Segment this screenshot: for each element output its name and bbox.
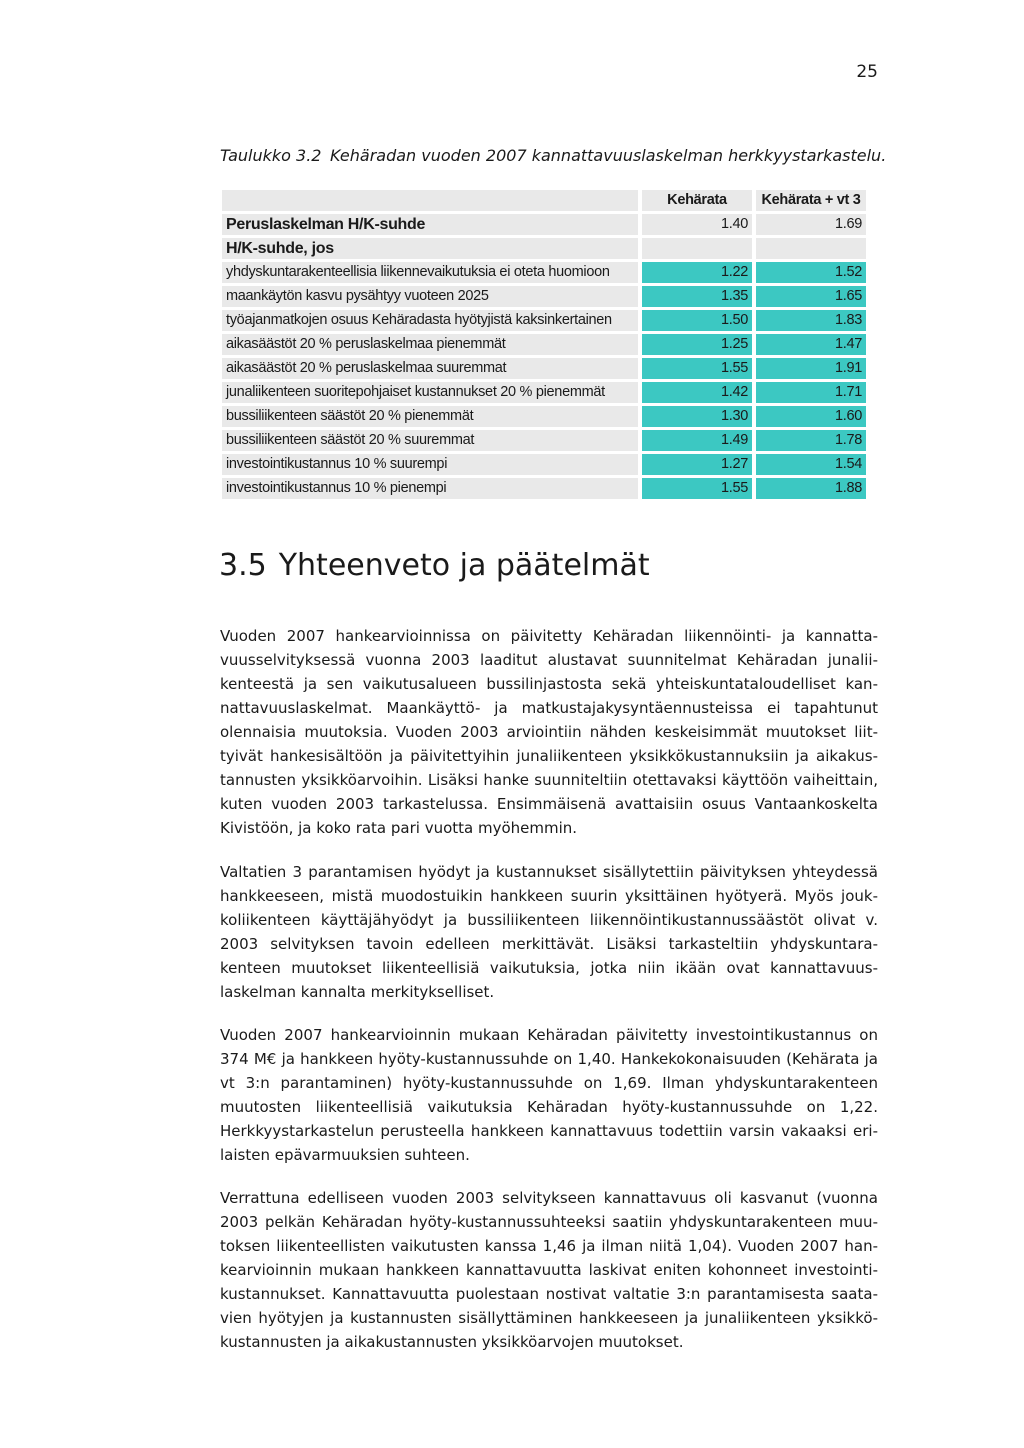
row-label: maankäytön kasvu pysähtyy vuoteen 2025 <box>222 286 638 307</box>
table-row <box>222 286 866 307</box>
row-label: bussiliikenteen säästöt 20 % pienemmät <box>222 406 638 427</box>
row-label: bussiliikenteen säästöt 20 % suuremmat <box>222 430 638 451</box>
column-header-keharata-vt3: Kehärata + vt 3 <box>756 190 866 211</box>
row-value-keharata-vt3: 1.47 <box>756 334 866 355</box>
table-row <box>222 406 866 427</box>
group-row <box>222 238 866 259</box>
row-value-keharata-vt3: 1.91 <box>756 358 866 379</box>
sensitivity-table <box>218 187 870 502</box>
row-label: yhdyskuntarakenteellisia liikennevaikutuksia ei oteta huomioon <box>222 262 638 283</box>
row-value-keharata: 1.27 <box>642 454 752 475</box>
base-row-label: Peruslaskelman H/K-suhde <box>222 214 638 235</box>
row-value-keharata: 1.22 <box>642 262 752 283</box>
table-row <box>222 430 866 451</box>
group-row-empty-1 <box>642 238 752 259</box>
section-number: 3.5 <box>219 548 267 583</box>
base-row <box>222 214 866 235</box>
table-row <box>222 382 866 403</box>
row-label: aikasäästöt 20 % peruslaskelmaa pienemmät <box>222 334 638 355</box>
table-row <box>222 310 866 331</box>
row-label: investointikustannus 10 % suurempi <box>222 454 638 475</box>
row-value-keharata: 1.49 <box>642 430 752 451</box>
row-label: junaliikenteen suoritepohjaiset kustannukset 20 % pienemmät <box>222 382 638 403</box>
row-value-keharata: 1.30 <box>642 406 752 427</box>
table-row <box>222 262 866 283</box>
section-title: Yhteenveto ja päätelmät <box>278 548 650 583</box>
row-value-keharata-vt3: 1.78 <box>756 430 866 451</box>
row-value-keharata: 1.42 <box>642 382 752 403</box>
section-heading <box>219 548 650 583</box>
table-row <box>222 334 866 355</box>
base-row-value-keharata: 1.40 <box>642 214 752 235</box>
table-caption-label: Taulukko 3.2 <box>220 146 322 165</box>
row-value-keharata: 1.25 <box>642 334 752 355</box>
paragraph-1: Vuoden 2007 hankearvioinnissa on päivitetty Kehäradan liikennöinti- ja kannattavuusselvityksessä vuonna 2003 laaditut alustavat suunnitelmat Kehäradan junaliikenteestä ja sen vaikutusalueen bussilinjastosta sekä yhteiskuntataloudelliset kannattavuuslaskelmat. Maankäyttö- ja matkustajakysyntäennusteissa ei tapahtunut olennaisia muutoksia. Vuoden 2003 arviointiin nähden keskeisimmät muutokset liittyivät hankesisältöön ja päivitettyihin junaliikenteen yksikkökustannuksiin ja aikakustannusten yksikköarvoihin. Lisäksi hanke suunniteltiin otettavaksi käyttöön vaiheittain, kuten vuoden 2003 tarkastelussa. Ensimmäisenä avattaisiin osuus Vantaankoskelta Kivistöön, ja koko rata pari vuotta myöhemmin. <box>220 627 878 837</box>
row-label: aikasäästöt 20 % peruslaskelmaa suuremmat <box>222 358 638 379</box>
row-value-keharata-vt3: 1.83 <box>756 310 866 331</box>
row-value-keharata-vt3: 1.71 <box>756 382 866 403</box>
row-value-keharata-vt3: 1.88 <box>756 478 866 499</box>
table-row <box>222 454 866 475</box>
paragraph-2: Valtatien 3 parantamisen hyödyt ja kustannukset sisällytettiin päivityksen yhteydessä hankkeeseen, mistä muodostuikin hankkeen suurin yksittäinen hyötyerä. Myös joukkoliikenteen käyttäjähyödyt ja bussiliikenteen liikennöintikustannussäästöt olivat v. 2003 selvityksen tavoin edelleen merkittävät. Lisäksi tarkasteltiin yhdyskuntarakenteen muutokset liikenteellisiä vaikutuksia, jotka niin ikään ovat kannattavuuslaskelman kannalta merkitykselliset. <box>220 863 878 1001</box>
row-label: työajanmatkojen osuus Kehäradasta hyötyjistä kaksinkertainen <box>222 310 638 331</box>
base-row-value-keharata-vt3: 1.69 <box>756 214 866 235</box>
row-label: investointikustannus 10 % pienempi <box>222 478 638 499</box>
row-value-keharata: 1.35 <box>642 286 752 307</box>
row-value-keharata-vt3: 1.52 <box>756 262 866 283</box>
table-header-row <box>222 190 866 211</box>
group-row-label: H/K-suhde, jos <box>222 238 638 259</box>
paragraph-3: Vuoden 2007 hankearvioinnin mukaan Kehäradan päivitetty investointikustannus on 374 M€ ja hankkeen hyöty-kustannussuhde on 1,40. Hankekokonaisuuden (Kehärata ja vt 3:n parantaminen) hyöty-kustannussuhde on 1,69. Ilman yhdyskuntarakenteen muutosten liikenteellisiä vaikutuksia Kehäradan hyöty-kustannussuhde on 1,22. Herkkyystarkastelun perusteella hankkeen kannattavuus todettiin varsin vakaaksi erilaisten epävarmuuksien suhteen. <box>220 1026 878 1164</box>
table-row <box>222 478 866 499</box>
row-value-keharata-vt3: 1.60 <box>756 406 866 427</box>
table-header-empty <box>222 190 638 211</box>
table-caption-text: Kehäradan vuoden 2007 kannattavuuslaskelman herkkyystarkastelu. <box>330 146 887 165</box>
column-header-keharata: Kehärata <box>642 190 752 211</box>
table-row <box>222 358 866 379</box>
row-value-keharata: 1.50 <box>642 310 752 331</box>
row-value-keharata: 1.55 <box>642 358 752 379</box>
page-number: 25 <box>856 62 878 82</box>
row-value-keharata-vt3: 1.65 <box>756 286 866 307</box>
row-value-keharata-vt3: 1.54 <box>756 454 866 475</box>
paragraph-4: Verrattuna edelliseen vuoden 2003 selvitykseen kannattavuus oli kasvanut (vuonna 2003 pelkän Kehäradan hyöty-kustannussuhteeksi saatiin yhdyskuntarakenteen muutoksen liikenteellisten vaikutusten kanssa 1,46 ja ilman niitä 1,04). Vuoden 2007 hankearvioinnin mukaan hankkeen kannattavuutta laskivat eniten kohonneet investointikustannukset. Kannattavuutta puolestaan nostivat valtatie 3:n parantamisesta saatavien hyötyjen ja kustannusten sisällyttäminen hankkeeseen ja junaliikenteen yksikkökustannusten ja aikakustannusten yksikköarvojen muutokset. <box>220 1189 878 1351</box>
table-caption <box>220 146 886 165</box>
row-value-keharata: 1.55 <box>642 478 752 499</box>
group-row-empty-2 <box>756 238 866 259</box>
